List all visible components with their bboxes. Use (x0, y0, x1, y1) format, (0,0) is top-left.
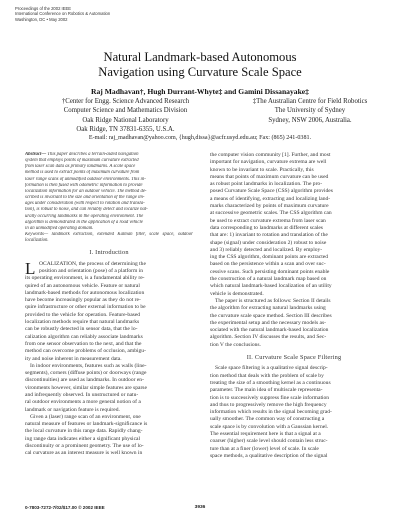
body-line: space methods, a qualitative description of the signal (210, 452, 328, 459)
affiliation-line: Oak Ridge, TN 37831-6355, U.S.A. (76, 125, 175, 133)
intro-line: method can overcome problems of occlusion, ambigu- (25, 348, 146, 355)
body-line: cessive scans. Such persisting dominant points enable (210, 268, 330, 275)
affiliation-right (225, 97, 395, 125)
right-paragraph-2 (210, 298, 378, 349)
intro-line: and infrequently observed. In unstructured or natu- (25, 391, 139, 398)
intro-paragraph-3 (25, 414, 193, 458)
intro-line: quire infrastructure or other external information to be (25, 304, 146, 311)
proceedings-line: International Conference on Robotics & Automation (15, 11, 111, 17)
intro-line: ing range data indicates either a significant physical (25, 435, 141, 442)
proceedings-line: Proceedings of the 2002 IEEE (15, 6, 72, 11)
intro-line: ity and noise inherent in measurement data. (25, 355, 122, 362)
intro-line: landmark or navigation feature is required. (25, 406, 120, 413)
body-line: information which results in the signal becoming grad- (210, 409, 332, 416)
abstract-line: algorithm is demonstrated in the application of a road vehicle (25, 219, 143, 225)
body-line: the experimental setup and the necessary models as- (210, 319, 326, 326)
body-line: sociated with the natural landmark-based localization (210, 327, 329, 334)
body-line: means that points of maximum curvature can be used (210, 173, 329, 180)
intro-line: ral outdoor environments a more general notion of a (25, 399, 141, 406)
intro-line: In indoor environments, features such as walls (line- (30, 362, 147, 369)
intro-line: provided to the vehicle for operation. Feature-based (25, 311, 141, 318)
abstract-line: system that employs points of maximum curvature extracted (25, 158, 139, 164)
intro-line: calization algorithm can reliably associate landmarks (25, 333, 143, 340)
intro-line: OCALIZATION, the process of determining the (39, 260, 146, 267)
intro-line: vironments however, similar simple features are sparse (25, 384, 147, 391)
abstract-lead: Abstract— (25, 152, 47, 157)
right-paragraph-1 (210, 152, 378, 298)
body-line: tion is to successively suppress fine scale information (210, 394, 330, 401)
body-line: The paper is structured as follows: Section II details (215, 297, 331, 304)
body-line: and 3) reliably detected and localized. By employ- (210, 246, 323, 253)
intro-line: discontinuities) are used as landmarks. In outdoor en- (25, 377, 144, 384)
intro-line: the local curvature in this range data. Rapidly chang- (25, 428, 143, 435)
affiliation-line: The University of Sydney (274, 107, 346, 115)
intro-line: discontinuity or a prominent geometry. The use of lo- (25, 443, 144, 450)
body-line: known to be invariant to scale. Practically, this (210, 166, 314, 173)
body-line: marks characterized by points of maximum curvature (210, 203, 329, 210)
affiliation-left (18, 97, 233, 134)
abstract-line: method is used to extract points of maximum curvature from (25, 170, 140, 176)
intro-line: position and orientation (pose) of a platform in (39, 267, 143, 274)
abstract-line: from laser scan data as primary landmarks. A scale space (25, 164, 136, 170)
abstract-line: scribed is invariant to the size and orientation of the range im- (25, 195, 145, 201)
intro-line: quired of an autonomous vehicle. Feature or natural (25, 282, 140, 289)
affiliation-line: †Center for Engg. Science Advanced Research (61, 98, 190, 105)
body-line: the computer vision community [1]. Further, and most (210, 152, 331, 158)
body-line: scale space is by convolution with a Gaussian kernel. (210, 423, 329, 430)
intro-paragraph-2 (25, 363, 193, 414)
abstract-line: localization information for an outdoor vehicle. The method de- (25, 188, 147, 194)
abstract-line: formation is then fused with odometric information to provide (25, 182, 143, 188)
body-line: tion V the conclusions. (210, 341, 261, 348)
section-heading-introduction: I. Introduction (89, 249, 129, 257)
body-line: ually smoother. The common way of constructing a (210, 416, 325, 423)
intro-line: its operating environment, is a fundamental ability re- (25, 275, 145, 282)
body-line: as robust point landmarks in localization. The pro- (210, 181, 323, 188)
body-line: vehicle is demonstrated. (210, 290, 264, 297)
abstract-line: ages under consideration (with respect to rotation and transla- (25, 201, 145, 207)
drop-cap: L (25, 258, 36, 278)
affiliation-line: ‡The Australian Centre for Field Robotics (252, 98, 368, 105)
intro-first-paragraph (25, 258, 193, 363)
proceedings-line: Washington, DC • May 2002 (15, 16, 68, 22)
copyright-footer: 0-7803-7272-7/02/$17.00 © 2002 IEEE (25, 505, 105, 510)
affiliation-line: Computer Science and Mathematics Division (63, 107, 188, 115)
section-heading-css: II. Curvature Scale Space Filtering (246, 354, 342, 362)
body-line: coarser (higher) scale level should contain less struc- (210, 438, 328, 445)
affiliation-line: Oak Ridge National Laboratory (82, 116, 169, 124)
body-line: be used to extract curvature extrema from laser scan (210, 217, 326, 224)
body-line: at successive geometric scales. The CSS algorithm can (210, 210, 332, 217)
page-number: 3936 (194, 505, 206, 510)
author-list: Raj Madhavan†, Hugh Durrant-Whyte‡ and Gamini Dissanayake‡ (91, 87, 309, 96)
body-line: data corresponding to landmarks at different scales (210, 224, 323, 231)
body-line: and thus to progressively remove the high frequency (210, 401, 327, 408)
intro-line: natural measure of features or landmark-significance is (25, 421, 148, 428)
abstract-text: This paper describes a terrain-aided navigation (46, 152, 139, 157)
affiliation-line: Sydney, NSW 2006, Australia. (268, 116, 352, 124)
abstract-line: tion), is robust to noise, and can reliably detect and localize nat- (25, 207, 148, 213)
keywords: Keywords— landmark extraction, extended Kalman filter, scale space, outdoor localization. (25, 232, 193, 244)
body-line: Scale space filtering is a qualitative signal descrip- (215, 365, 328, 372)
intro-line: from one sensor observation to the next, and that the (25, 340, 142, 347)
paper-title-line-2: Navigation using Curvature Scale Space (98, 65, 302, 79)
body-line: The essential requirement here is that a signal at a (210, 430, 321, 437)
body-line: based on the persistence within a scan and over suc- (210, 261, 326, 268)
body-line: the algorithm for extracting natural landmarks using (210, 305, 326, 312)
body-line: ing the CSS algorithm, dominant points are extracted (210, 254, 329, 261)
intro-line: can be robustly detected in sensor data, that the lo- (25, 326, 138, 333)
proceedings-header (15, 6, 110, 22)
intro-line: segments), corners (diffuse points) or doorways (range (25, 370, 147, 377)
intro-line: have become increasingly popular as they do not re- (25, 297, 141, 304)
abstract-line: in an unmodified operating domain. (25, 225, 94, 231)
left-column (25, 152, 193, 458)
body-line: algorithm. Section IV discusses the results, and Sec- (210, 334, 327, 341)
body-line: tion method that deals with the problem of scale by (210, 372, 324, 379)
paper-title-line-1: Natural Landmark-based Autonomous (103, 50, 297, 64)
intro-line: cal curvature as an interest measure is well known in (25, 450, 143, 457)
body-line: ture than at a finer (lower) level of scale. In scale (210, 445, 319, 452)
body-line: parameter. The main idea of multiscale representa- (210, 387, 323, 394)
right-column (210, 152, 378, 460)
intro-line: localization methods require that natural landmarks (25, 319, 140, 326)
body-line: the construction of a natural landmark map based on (210, 276, 327, 283)
body-line: posed Curvature Scale Space (CSS) algorithm provides (210, 188, 333, 195)
body-line: important for navigation, curvature extrema are well (210, 159, 327, 166)
body-line: that are: 1) invariant to rotation and translation of the (210, 232, 328, 239)
body-line: treating the size of a smoothing kernel as a continuous (210, 379, 331, 386)
intro-line: landmark-based methods for autonomous localization (25, 289, 145, 296)
body-line: a means of identifying, extracting and localizing land- (210, 195, 331, 202)
abstract-line: urally occurring landmarks in the operating environment. The (25, 213, 144, 219)
contact-email: E-mail: raj_madhavan@yahoo.com, {hugh,dissa}@acfr.usyd.edu.au; Fax: (865) 241-0381. (88, 135, 312, 141)
body-line: the curvature scale space method. Section III describes (210, 312, 332, 319)
intro-line: Given a (laser) range scan of an environment, one (30, 413, 141, 420)
body-line: which natural landmark-based localization of an utility (210, 283, 332, 290)
abstract (25, 152, 193, 244)
body-line: shape (signal) under consideration 2) robust to noise (210, 239, 327, 246)
abstract-line: laser range scans of unmodified outdoor environments. This in- (25, 176, 146, 182)
right-paragraph-3 (210, 365, 378, 460)
